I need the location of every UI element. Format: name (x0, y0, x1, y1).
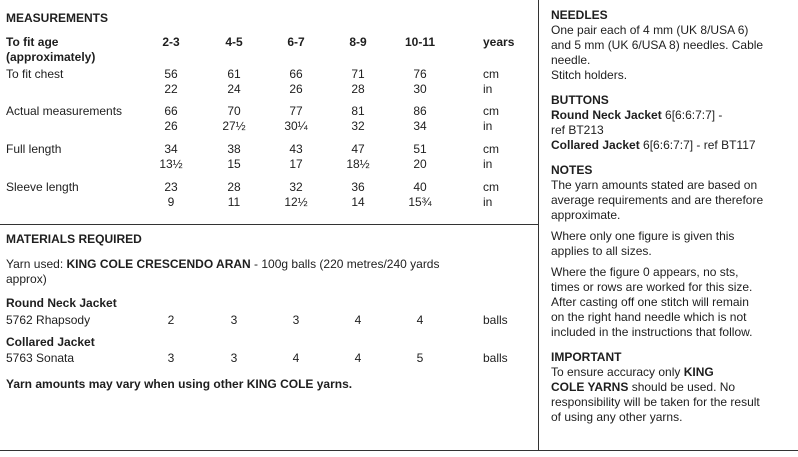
cell-value: 86 (413, 104, 427, 118)
measurements-title: MEASUREMENTS (6, 11, 109, 25)
notes-line: times or rows are worked for this size. (551, 280, 753, 294)
cell-value: 12½ (284, 195, 308, 209)
unit-in: in (483, 119, 493, 133)
item-shade: 5762 Rhapsody (6, 313, 91, 327)
buttons-item1-ref: ref BT213 (551, 123, 604, 137)
bottom-border (0, 450, 798, 451)
cell-value: 14 (351, 195, 365, 209)
cell-value: 13½ (159, 157, 183, 171)
buttons-line (551, 108, 795, 123)
cell-value: 56 (164, 67, 178, 81)
ball-count: 3 (167, 351, 175, 365)
balls-unit: balls (483, 351, 508, 365)
buttons-line (551, 138, 795, 153)
age-label-approx: (approximately) (6, 50, 96, 64)
cell-value: 32 (289, 180, 303, 194)
cell-value: 77 (289, 104, 303, 118)
item-title: Collared Jacket (6, 335, 95, 349)
notes-line: The yarn amounts stated are based on (551, 178, 758, 192)
cell-value: 76 (413, 67, 427, 81)
row-label: Sleeve length (6, 180, 79, 194)
important-prefix: To ensure accuracy only (551, 365, 684, 379)
size-header: 6-7 (287, 35, 305, 49)
yarn-suffix-2: approx) (6, 272, 47, 286)
ball-count: 2 (167, 313, 175, 327)
notes-line: After casting off one stitch will remain (551, 295, 749, 309)
cell-value: 66 (289, 67, 303, 81)
yarn-used-line (6, 257, 439, 271)
notes-line: average requirements and are therefore (551, 193, 764, 207)
row-label: Actual measurements (6, 104, 123, 118)
size-header: 8-9 (349, 35, 367, 49)
cell-value: 34 (413, 119, 427, 133)
unit-in: in (483, 157, 493, 171)
age-unit: years (483, 35, 515, 49)
important-line (551, 380, 795, 395)
row-label: Full length (6, 142, 62, 156)
section-divider (0, 224, 538, 225)
cell-value: 27½ (222, 119, 246, 133)
important-line (551, 365, 795, 380)
ball-count: 4 (354, 313, 362, 327)
cell-value: 22 (164, 82, 178, 96)
yarn-suffix: - 100g balls (220 metres/240 yards (250, 257, 440, 271)
cell-value: 15¾ (408, 195, 432, 209)
needles-line: One pair each of 4 mm (UK 8/USA 6) (551, 23, 749, 37)
cell-value: 43 (289, 142, 303, 156)
cell-value: 28 (351, 82, 365, 96)
cell-value: 66 (164, 104, 178, 118)
cell-value: 32 (351, 119, 365, 133)
notes-line: approximate. (551, 208, 621, 222)
yarn-name: KING COLE CRESCENDO ARAN (66, 257, 251, 271)
cell-value: 28 (227, 180, 241, 194)
important-line: of using any other yarns. (551, 410, 683, 424)
important-bold: KING (683, 365, 714, 379)
notes-line: on the right hand needle which is not (551, 310, 747, 324)
notes-line: Where the figure 0 appears, no sts, (551, 265, 739, 279)
cell-value: 30 (413, 82, 427, 96)
yarn-prefix: Yarn used: (6, 257, 67, 271)
cell-value: 61 (227, 67, 241, 81)
important-rest: should be used. No (628, 380, 736, 394)
item-title: Round Neck Jacket (6, 296, 117, 310)
cell-value: 40 (413, 180, 427, 194)
vertical-divider (538, 0, 539, 450)
ball-count: 3 (230, 351, 238, 365)
size-header: 4-5 (225, 35, 243, 49)
ball-count: 5 (416, 351, 424, 365)
cell-value: 47 (351, 142, 365, 156)
cell-value: 38 (227, 142, 241, 156)
row-label: To fit chest (6, 67, 64, 81)
cell-value: 70 (227, 104, 241, 118)
unit-cm: cm (483, 104, 499, 118)
cell-value: 26 (289, 82, 303, 96)
unit-cm: cm (483, 67, 499, 81)
unit-cm: cm (483, 180, 499, 194)
notes-title: NOTES (551, 163, 593, 177)
ball-count: 3 (292, 313, 300, 327)
buttons-item2-rest: 6[6:6:7:7] - ref BT117 (639, 138, 756, 152)
cell-value: 26 (164, 119, 178, 133)
cell-value: 17 (289, 157, 303, 171)
cell-value: 36 (351, 180, 365, 194)
ball-count: 4 (354, 351, 362, 365)
unit-cm: cm (483, 142, 499, 156)
buttons-title: BUTTONS (551, 93, 609, 107)
notes-line: applies to all sizes. (551, 244, 652, 258)
cell-value: 71 (351, 67, 365, 81)
needles-line: and 5 mm (UK 6/USA 8) needles. Cable (551, 38, 764, 52)
cell-value: 34 (164, 142, 178, 156)
size-header: 10-11 (404, 35, 436, 49)
cell-value: 9 (167, 195, 175, 209)
cell-value: 15 (227, 157, 241, 171)
cell-value: 18½ (346, 157, 370, 171)
needles-line: needle. (551, 53, 591, 67)
balls-unit: balls (483, 313, 508, 327)
cell-value: 11 (227, 195, 241, 209)
buttons-item1-name: Round Neck Jacket (551, 108, 662, 122)
ball-count: 3 (230, 313, 238, 327)
notes-line: Where only one figure is given this (551, 229, 735, 243)
right-column (551, 6, 795, 425)
materials-title: MATERIALS REQUIRED (6, 232, 142, 246)
cell-value: 30¼ (284, 119, 308, 133)
yarn-note: Yarn amounts may vary when using other KING COLE yarns. (6, 377, 353, 391)
important-bold: COLE YARNS (551, 380, 629, 394)
important-title: IMPORTANT (551, 350, 622, 364)
buttons-item1-rest: 6[6:6:7:7] - (661, 108, 723, 122)
cell-value: 20 (413, 157, 427, 171)
unit-in: in (483, 195, 493, 209)
needles-line: Stitch holders. (551, 68, 628, 82)
needles-title: NEEDLES (551, 8, 608, 22)
cell-value: 23 (164, 180, 178, 194)
important-line: responsibility will be taken for the result (551, 395, 760, 409)
notes-line: included in the instructions that follow. (551, 325, 753, 339)
ball-count: 4 (292, 351, 300, 365)
unit-in: in (483, 82, 493, 96)
age-label: To fit age (6, 35, 59, 49)
buttons-item2-name: Collared Jacket (551, 138, 640, 152)
cell-value: 51 (413, 142, 427, 156)
ball-count: 4 (416, 313, 424, 327)
size-header: 2-3 (162, 35, 180, 49)
cell-value: 81 (351, 104, 365, 118)
cell-value: 24 (227, 82, 241, 96)
item-shade: 5763 Sonata (6, 351, 75, 365)
